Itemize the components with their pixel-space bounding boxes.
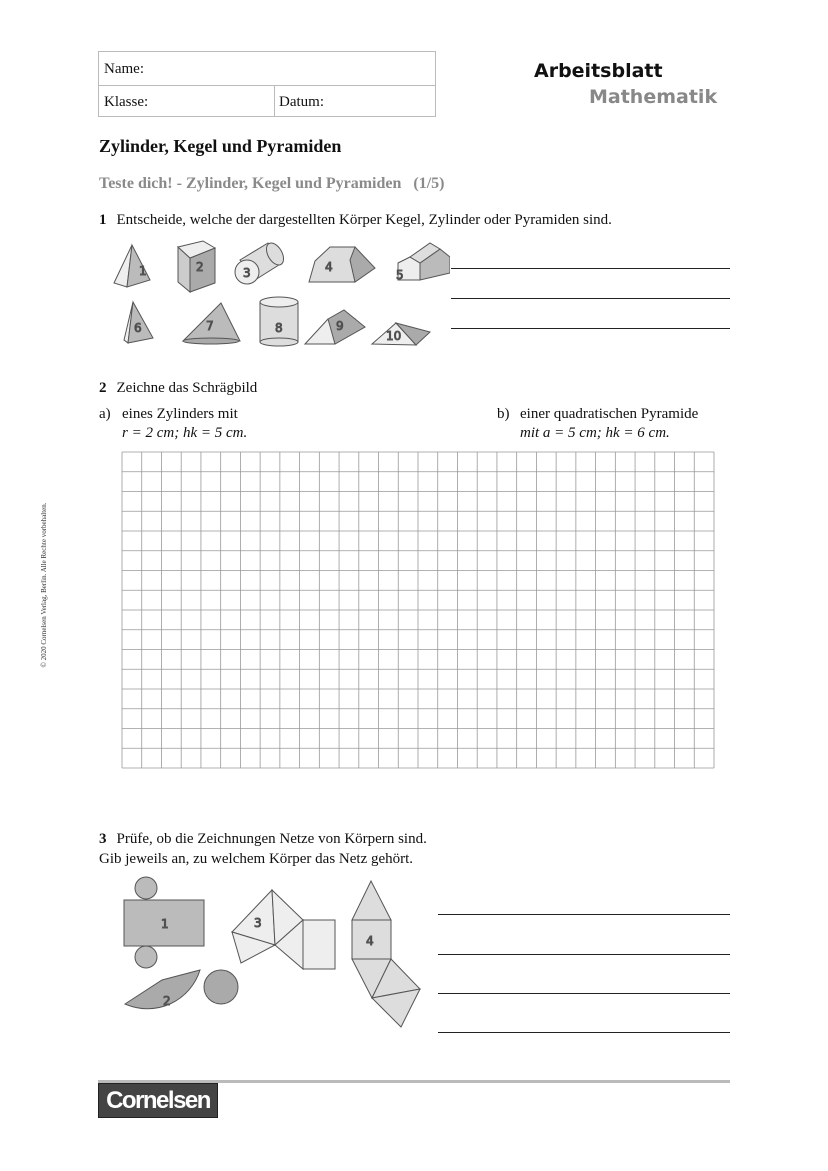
cornelsen-logo: Cornelsen bbox=[98, 1083, 218, 1118]
student-info-table bbox=[98, 51, 436, 117]
svg-text:4: 4 bbox=[325, 260, 333, 274]
answer-line[interactable] bbox=[438, 954, 730, 955]
shape-7-cone bbox=[183, 303, 240, 344]
shape-1-pyramid bbox=[114, 245, 150, 287]
task3-prompt bbox=[99, 829, 427, 869]
task2-prompt bbox=[99, 380, 257, 397]
shape-5-prism-house bbox=[396, 243, 450, 282]
drawing-grid[interactable] bbox=[121, 451, 717, 771]
brand-title: Arbeitsblatt bbox=[534, 60, 663, 82]
date-label: Datum: bbox=[279, 94, 324, 110]
page-title: Zylinder, Kegel und Pyramiden bbox=[99, 136, 342, 156]
net-1 bbox=[124, 877, 204, 968]
answer-line[interactable] bbox=[438, 1032, 730, 1033]
task2a-line2: r = 2 cm; hk = 5 cm. bbox=[122, 425, 248, 441]
brand-subject: Mathematik bbox=[589, 86, 718, 108]
task3-line2: Gib jeweils an, zu welchem Körper das Netz gehört. bbox=[99, 851, 414, 867]
task2b bbox=[497, 405, 698, 443]
copyright-note: © 2020 Cornelsen Verlag, Berlin. Alle Rechte vorbehalten. bbox=[40, 502, 48, 668]
task3-line1: Prüfe, ob die Zeichnungen Netze von Körpern sind. bbox=[116, 831, 427, 847]
svg-text:1: 1 bbox=[139, 264, 147, 278]
svg-text:4: 4 bbox=[366, 934, 374, 948]
svg-text:5: 5 bbox=[396, 268, 404, 282]
answer-line[interactable] bbox=[451, 268, 730, 269]
shape-2-prism bbox=[178, 241, 215, 292]
svg-text:6: 6 bbox=[134, 321, 142, 335]
svg-text:2: 2 bbox=[196, 260, 204, 274]
task2a-label: a) bbox=[99, 406, 111, 422]
svg-text:10: 10 bbox=[386, 329, 402, 343]
shape-6-pyramid bbox=[124, 302, 153, 343]
svg-text:1: 1 bbox=[161, 917, 169, 931]
net-4 bbox=[352, 881, 420, 1027]
svg-text:3: 3 bbox=[243, 266, 251, 280]
task3-number: 3 bbox=[99, 831, 107, 847]
svg-text:8: 8 bbox=[275, 321, 283, 335]
task2b-line1: einer quadratischen Pyramide bbox=[520, 406, 699, 422]
task1-number: 1 bbox=[99, 212, 107, 228]
task2-text: Zeichne das Schrägbild bbox=[116, 380, 258, 396]
net-3 bbox=[232, 890, 335, 969]
shape-3-cylinder bbox=[235, 240, 287, 284]
name-label: Name: bbox=[104, 61, 144, 77]
divider bbox=[274, 85, 275, 117]
page-subtitle: Teste dich! - Zylinder, Kegel und Pyramiden (1/5) bbox=[99, 175, 445, 192]
shape-10-pyramid bbox=[372, 323, 430, 345]
answer-line[interactable] bbox=[438, 993, 730, 994]
task1-text: Entscheide, welche der dargestellten Körper Kegel, Zylinder oder Pyramiden sind. bbox=[116, 212, 612, 228]
shape-8-cylinder bbox=[260, 297, 298, 346]
net-2 bbox=[125, 970, 238, 1009]
task2a bbox=[99, 405, 247, 443]
name-row bbox=[99, 52, 435, 86]
answer-line[interactable] bbox=[438, 914, 730, 915]
task2-number: 2 bbox=[99, 380, 107, 396]
task3-nets bbox=[90, 870, 430, 1040]
task2b-label: b) bbox=[497, 406, 510, 422]
class-label: Klasse: bbox=[104, 94, 149, 110]
answer-line[interactable] bbox=[451, 298, 730, 299]
shape-9-pyramid bbox=[305, 310, 365, 344]
task2b-line2: mit a = 5 cm; hk = 6 cm. bbox=[520, 425, 670, 441]
svg-text:3: 3 bbox=[254, 916, 262, 930]
shape-4-frustum bbox=[309, 247, 375, 282]
svg-text:9: 9 bbox=[336, 319, 344, 333]
svg-text:2: 2 bbox=[163, 994, 171, 1008]
svg-text:7: 7 bbox=[206, 319, 214, 333]
task2a-line1: eines Zylinders mit bbox=[122, 406, 238, 422]
answer-line[interactable] bbox=[451, 328, 730, 329]
task1-prompt bbox=[99, 212, 612, 229]
task1-shapes bbox=[110, 235, 450, 355]
